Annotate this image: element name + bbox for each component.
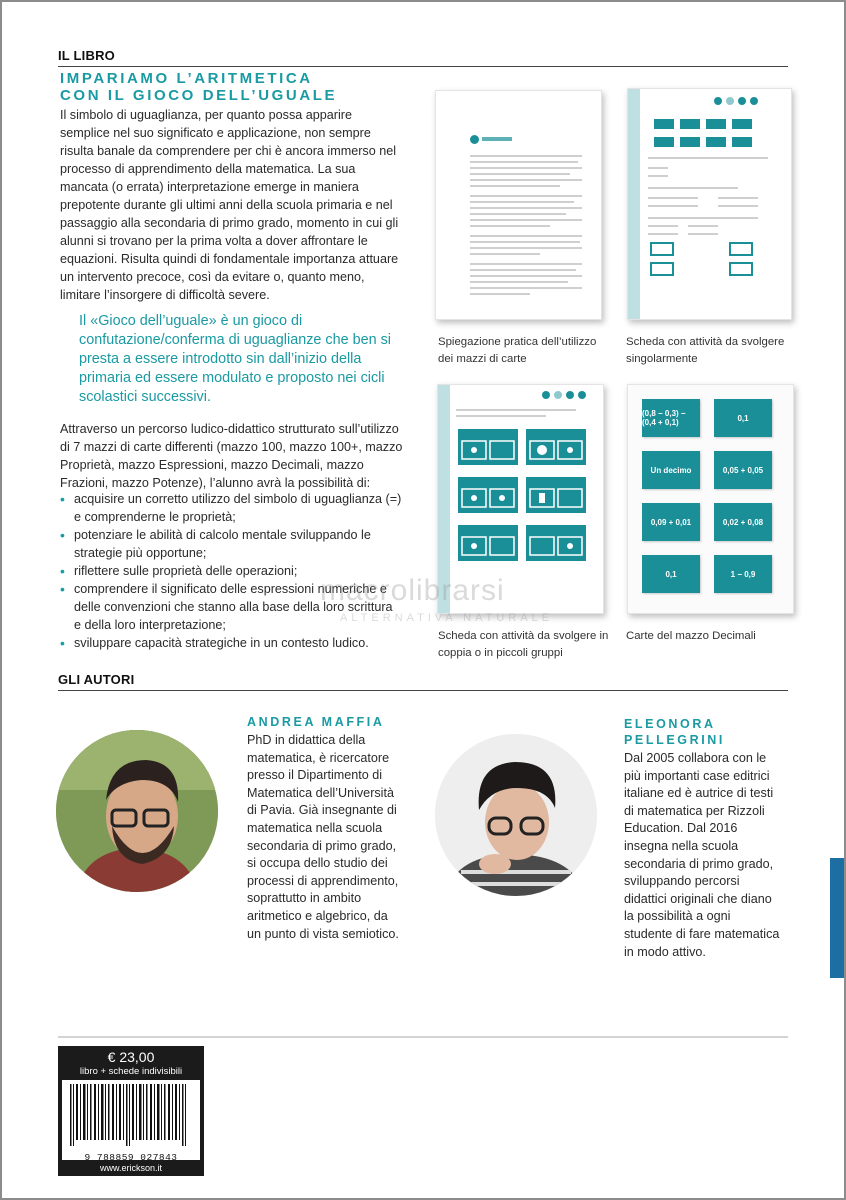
decimal-card: 0,1	[642, 555, 700, 593]
pull-quote: Il «Gioco dell’uguale» è un gioco di confutazione/conferma di uguaglianze che ben si presta a essere introdotto sin dall’inizio della primaria ed essere modulato e proposto nei cicli scolastici successivi.	[79, 313, 392, 405]
thumbnail-explanation-page	[435, 90, 602, 320]
barcode-area	[62, 1080, 200, 1163]
list-item: • riflettere sulle proprietà delle operazioni;	[58, 562, 403, 580]
sheet-icons	[542, 391, 596, 399]
list-item: • potenziare le abilità di calcolo mentale sviluppando le strategie più opportune;	[58, 526, 403, 562]
sheet-icons	[714, 97, 782, 105]
caption-individual: Scheda con attività da svolgere singolarmente	[626, 336, 785, 365]
list-item: • comprendere il significato delle espressioni numeriche e delle convenzioni che stanno alla base della loro scrittura e della loro interpretazione;	[58, 580, 403, 634]
portrait-graphic	[56, 730, 218, 892]
isbn-digits: 9 788859 027843	[84, 1152, 178, 1163]
back-cover-page	[2, 2, 844, 1198]
decimal-card: 0,1	[714, 399, 772, 437]
section-divider	[58, 690, 788, 691]
section-title-book: IL LIBRO	[58, 48, 115, 63]
caption-group: Scheda con attività da svolgere in coppia o in piccoli gruppi	[438, 630, 609, 659]
intro-paragraph: Il simbolo di uguaglianza, per quanto possa apparire semplice nel suo significato e applicazione, non sempre risulta banale da comprendere per chi è ancora immerso nel processo di apprendimento della matematica. La sua mancata (o errata) interpretazione emerge in maniera prepotente durante gli ultimi anni della scuola primaria e nel passaggio alla secondaria di primo grado, momento in cui gli alunni si trovano per la prima volta a dover affrontare le equazioni. Risulta quindi di fondamentale importanza attuare un intervento precoce, così da evitare o, quanto meno, limitare l’insorgere di difficoltà severe.	[60, 108, 399, 302]
side-tab	[830, 858, 844, 978]
objectives-list	[58, 490, 403, 652]
section-divider	[58, 66, 788, 67]
chapter-icon	[470, 135, 479, 144]
portrait-graphic	[435, 734, 597, 896]
price-note: libro + schede indivisibili	[79, 1066, 183, 1077]
price-barcode-box	[58, 1046, 204, 1176]
headline-line-1: IMPARIAMO L’ARITMETICA	[60, 70, 313, 87]
caption-decimal: Carte del mazzo Decimali	[626, 630, 756, 642]
sheet-content-graphic	[648, 117, 783, 313]
publisher-url: www.erickson.it	[99, 1163, 162, 1173]
text-lines-graphic	[470, 155, 588, 305]
author-name-line-1: ELEONORA	[624, 717, 716, 731]
author-bio-maffia: PhD in didattica della matematica, è ricercatore presso il Dipartimento di Matematica dell’Università di Pavia. Già insegnante di matematica nella scuola secondaria di primo grado, si occupa dello studio dei processi di apprendimento, soprattutto in ambito aritmetico e algebrico, da un punto di vista semiotico.	[247, 733, 399, 941]
headline	[60, 70, 337, 104]
decimal-card: Un decimo	[642, 451, 700, 489]
thumbnail-decimal-cards	[627, 384, 794, 614]
chapter-heading-bar	[482, 137, 512, 141]
decimal-card: 0,02 + 0,08	[714, 503, 772, 541]
path-paragraph: Attraverso un percorso ludico-didattico strutturato sull’utilizzo di 7 mazzi di carte differenti (mazzo 100, mazzo 100+, mazzo Proprietà, mazzo Espressioni, mazzo Decimali, mazzo Frazioni, mazzo Potenze), l’alunno avrà la possibilità di:	[60, 422, 403, 490]
price-amount: € 23,00	[107, 1049, 155, 1065]
decimal-card: (0,8 − 0,3) − (0,4 + 0,1)	[642, 399, 700, 437]
sheet-margin-strip	[628, 89, 640, 319]
author-name-maffia: ANDREA MAFFIA	[247, 715, 385, 729]
barcode-icon	[62, 1080, 200, 1148]
headline-line-2: CON IL GIOCO DELL’UGUALE	[60, 87, 338, 104]
thumbnail-individual-sheet	[627, 88, 792, 320]
author-name-pellegrini	[624, 716, 725, 748]
list-item: • acquisire un corretto utilizzo del simbolo di uguaglianza (=) e comprenderne le proprietà;	[58, 490, 403, 526]
decimal-card: 1 − 0,9	[714, 555, 772, 593]
list-item: • sviluppare capacità strategiche in un contesto ludico.	[58, 634, 403, 652]
section-title-authors: GLI AUTORI	[58, 672, 135, 687]
decimal-card: 0,05 + 0,05	[714, 451, 772, 489]
author-photo-pellegrini	[435, 734, 597, 896]
watermark-subtext: ALTERNATIVA NATURALE	[340, 612, 554, 624]
decimal-card: 0,09 + 0,01	[642, 503, 700, 541]
author-bio-pellegrini: Dal 2005 collabora con le più importanti case editrici italiane ed è autrice di testi di matematica per Rizzoli Education. Dal 2016 insegna nella scuola secondaria di primo grado, sviluppando percorsi didattici originali che diano la possibilità a ogni studente di fare matematica in modo attivo.	[624, 751, 780, 959]
footer-divider	[58, 1036, 788, 1038]
caption-explanation: Spiegazione pratica dell’utilizzo dei mazzi di carte	[438, 336, 597, 365]
author-photo-maffia	[56, 730, 218, 892]
author-name-line-2: PELLEGRINI	[624, 733, 726, 747]
watermark-text: macrolibrarsi	[320, 574, 505, 607]
